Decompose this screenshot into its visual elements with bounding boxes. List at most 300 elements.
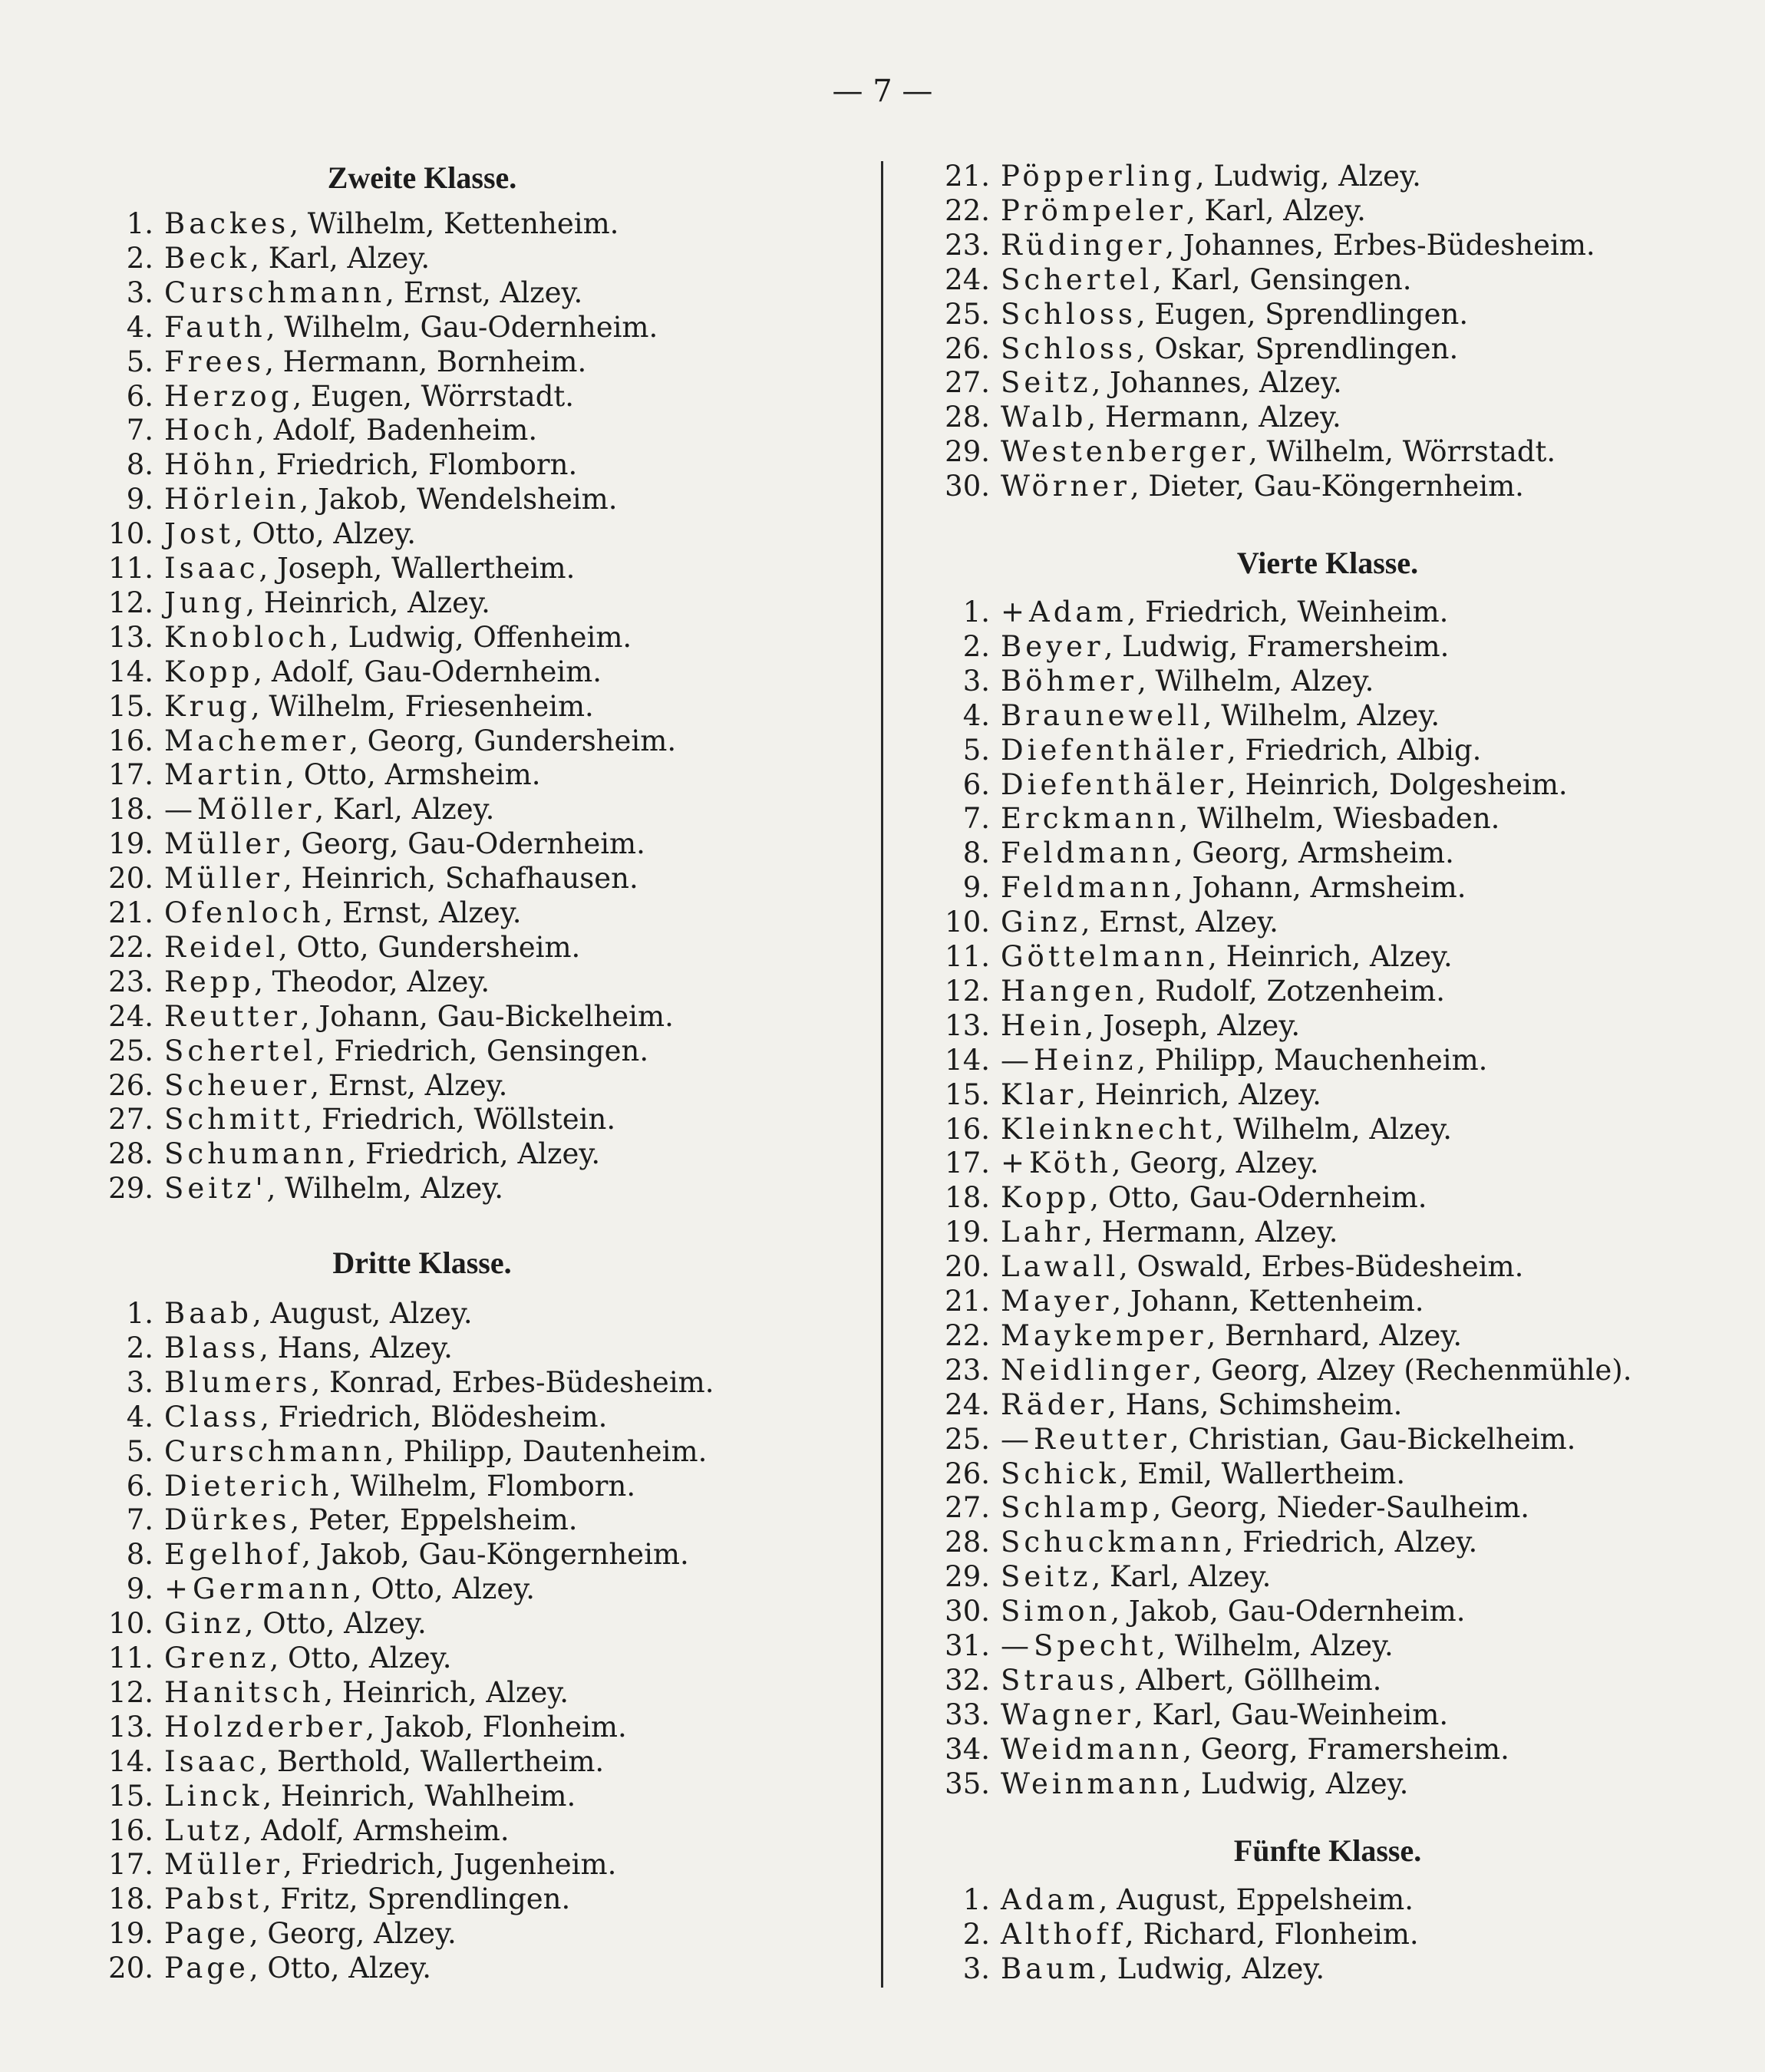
entry-details: , Karl, Gau-Weinheim. (1133, 1698, 1449, 1731)
entry-details: , Albert, Göllheim. (1117, 1663, 1382, 1697)
entry-surname: Schlamp (1001, 1491, 1153, 1525)
entry-number: 2. (126, 241, 153, 275)
vierte-klasse-entry (929, 975, 1445, 1008)
entry-number: 21. (945, 1285, 990, 1318)
entry-number: 13. (945, 1008, 990, 1042)
entry-surname: Repp (164, 965, 255, 998)
entry-number: 28. (945, 1526, 990, 1559)
entry-details: , Ludwig, Offenheim. (330, 620, 632, 654)
entry-number: 24. (945, 1387, 990, 1421)
entry-number: 15. (108, 689, 153, 723)
entry-details: , Wilhelm, Wörrstadt. (1249, 435, 1556, 469)
section-heading-dritte-klasse: Dritte Klasse. (332, 1246, 512, 1280)
page-number: — 7 — (832, 74, 933, 109)
entry-details: , Wilhelm, Alzey. (1156, 1629, 1394, 1662)
entry-mark: + (1001, 1147, 1025, 1180)
entry-details: , Georg, Alzey. (1111, 1147, 1319, 1180)
entry-details: , Johann, Gau-Bickelheim. (300, 999, 674, 1033)
entry-number: 5. (126, 345, 153, 378)
entry-number: 21. (945, 160, 990, 193)
dritte-klasse-entry (92, 1882, 570, 1916)
entry-number: 8. (126, 1538, 153, 1572)
entry-surname: Specht (1034, 1629, 1157, 1662)
entry-surname: Heinz (1034, 1043, 1137, 1077)
entry-surname: Hörlein (164, 483, 300, 516)
entry-number: 21. (108, 896, 153, 929)
entry-details: , Karl, Alzey. (1091, 1560, 1272, 1594)
entry-number: 7. (962, 802, 990, 836)
vierte-klasse-entry (929, 699, 1440, 733)
entry-details: , Otto, Alzey. (244, 1607, 427, 1641)
entry-number: 4. (126, 310, 153, 344)
section-heading-vierte-klasse: Vierte Klasse. (1236, 546, 1419, 580)
entry-number: 23. (945, 228, 990, 262)
entry-details: , Friedrich, Alzey. (347, 1137, 601, 1171)
entry-details: , Heinrich, Wahlheim. (262, 1779, 576, 1813)
dritte-klasse-entry (92, 1641, 452, 1675)
entry-surname: Jost (164, 517, 234, 551)
entry-surname: Beck (164, 241, 251, 275)
entry-surname: Seitz (1001, 1560, 1092, 1594)
entry-number: 14. (108, 655, 153, 688)
entry-surname: Diefenthäler (1001, 733, 1227, 767)
zweite-klasse-entry (92, 758, 540, 792)
entry-surname: Diefenthäler (1001, 767, 1227, 801)
entry-details: , Friedrich, Albig. (1227, 733, 1482, 767)
entry-surname: Adam (1029, 596, 1127, 629)
entry-surname: Schertel (164, 1034, 317, 1067)
entry-number: 20. (108, 1952, 153, 1985)
fuenfte-klasse-entry (929, 1883, 1414, 1917)
vierte-klasse-entry (929, 1491, 1529, 1525)
dritte-klasse-entry (92, 1297, 473, 1331)
entry-surname: Isaac (164, 552, 259, 585)
entry-surname: Seitz' (164, 1172, 267, 1206)
zweite-klasse-entry (92, 1103, 615, 1137)
entry-surname: Reutter (164, 999, 301, 1033)
entry-details: , Oswald, Erbes-Büdesheim. (1119, 1250, 1524, 1284)
entry-surname: Erckmann (1001, 802, 1179, 836)
entry-number: 6. (126, 1469, 153, 1503)
zweite-klasse-entry (92, 207, 619, 241)
vierte-klasse-entry (929, 1181, 1427, 1215)
zweite-klasse-entry (92, 690, 594, 724)
entry-details: , Eugen, Sprendlingen. (1136, 297, 1469, 331)
entry-number: 35. (945, 1767, 990, 1800)
vierte-klasse-entry (929, 1078, 1321, 1112)
entry-details: , Friedrich, Gensingen. (316, 1034, 649, 1067)
entry-number: 29. (945, 435, 990, 469)
vierte-klasse-entry (929, 1044, 1487, 1077)
entry-surname: Ginz (1001, 906, 1081, 939)
entry-number: 27. (945, 366, 990, 400)
entry-details: , Joseph, Wallertheim. (259, 552, 576, 585)
entry-surname: Westenberger (1001, 435, 1249, 469)
entry-details: , Georg, Nieder-Saulheim. (1152, 1491, 1530, 1525)
entry-surname: Feldmann (1001, 836, 1174, 870)
dritte-klasse-entry (929, 366, 1342, 400)
entry-number: 3. (962, 664, 990, 698)
entry-number: 2. (962, 629, 990, 663)
entry-surname: Beyer (1001, 629, 1104, 663)
entry-details: , Jakob, Flonheim. (365, 1710, 627, 1744)
entry-details: , Friedrich, Weinheim. (1127, 596, 1449, 629)
zweite-klasse-entry (92, 655, 602, 689)
entry-surname: Weinmann (1001, 1767, 1183, 1800)
entry-details: , Heinrich, Schafhausen. (282, 862, 638, 896)
vierte-klasse-entry (929, 871, 1466, 905)
entry-surname: Germann (193, 1572, 353, 1606)
dritte-klasse-entry (92, 1848, 616, 1882)
entry-details: , Karl, Alzey. (1186, 193, 1366, 227)
vierte-klasse-entry (929, 1457, 1405, 1491)
entry-details: , Heinrich, Alzey. (1208, 940, 1453, 973)
entry-details: , Karl, Alzey. (250, 241, 431, 275)
vierte-klasse-entry (929, 1250, 1523, 1284)
zweite-klasse-entry (92, 552, 575, 586)
dritte-klasse-entry (929, 435, 1556, 469)
entry-number: 10. (945, 906, 990, 939)
entry-details: , Heinrich, Alzey. (1077, 1077, 1321, 1111)
entry-details: , Otto, Gau-Odernheim. (1090, 1181, 1427, 1215)
dritte-klasse-entry (92, 1572, 535, 1606)
entry-number: 14. (945, 1043, 990, 1077)
entry-details: , Georg, Alzey. (249, 1917, 457, 1951)
entry-surname: Böhmer (1001, 664, 1137, 698)
entry-number: 3. (126, 1365, 153, 1399)
entry-details: , Richard, Flonheim. (1124, 1917, 1419, 1951)
entry-number: 8. (126, 448, 153, 482)
entry-details: , August, Alzey. (252, 1297, 473, 1330)
entry-number: 22. (945, 193, 990, 227)
entry-details: , Peter, Eppelsheim. (290, 1503, 578, 1537)
entry-details: , Otto, Armsheim. (285, 758, 541, 792)
entry-details: , Otto, Alzey. (249, 1952, 431, 1985)
entry-details: , Wilhelm, Alzey. (1215, 1112, 1453, 1146)
entry-number: 22. (108, 930, 153, 964)
entry-number: 25. (108, 1034, 153, 1067)
dritte-klasse-entry (929, 160, 1421, 193)
entry-surname: Hangen (1001, 974, 1137, 1008)
entry-details: , Wilhelm, Gau-Odernheim. (266, 310, 658, 344)
entry-surname: Backes (164, 207, 290, 240)
entry-details: , Ludwig, Framersheim. (1104, 629, 1450, 663)
entry-surname: Ofenloch (164, 896, 325, 929)
entry-surname: Hein (1001, 1008, 1085, 1042)
entry-details: , Wilhelm, Flomborn. (332, 1469, 636, 1503)
entry-details: , Jakob, Wendelsheim. (299, 483, 618, 516)
zweite-klasse-entry (92, 931, 580, 965)
entry-number: 32. (945, 1663, 990, 1697)
entry-details: , Ernst, Alzey. (1080, 906, 1278, 939)
entry-number: 19. (945, 1216, 990, 1249)
entry-details: , Rudolf, Zotzenheim. (1137, 974, 1445, 1008)
vierte-klasse-entry (929, 836, 1454, 870)
entry-surname: Fauth (164, 310, 266, 344)
entry-surname: Schick (1001, 1457, 1120, 1490)
entry-surname: Baum (1001, 1952, 1100, 1985)
zweite-klasse-entry (92, 827, 645, 861)
entry-surname: Lahr (1001, 1216, 1084, 1249)
entry-details: , Georg, Alzey (Rechenmühle). (1193, 1353, 1632, 1387)
zweite-klasse-entry (92, 1137, 600, 1171)
entry-number: 6. (962, 767, 990, 801)
entry-number: 2. (962, 1917, 990, 1951)
entry-number: 27. (945, 1491, 990, 1525)
entry-surname: Müller (164, 862, 283, 896)
entry-surname: Schmitt (164, 1103, 304, 1137)
dritte-klasse-entry (92, 1366, 714, 1400)
dritte-klasse-entry (92, 1917, 457, 1951)
vierte-klasse-entry (929, 768, 1568, 802)
entry-surname: Braunewell (1001, 698, 1203, 732)
zweite-klasse-entry (92, 724, 676, 758)
entry-number: 17. (945, 1147, 990, 1180)
entry-details: , Georg, Framersheim. (1183, 1732, 1509, 1766)
entry-number: 16. (108, 1813, 153, 1847)
dritte-klasse-entry (92, 1711, 627, 1744)
entry-surname: Curschmann (164, 1434, 386, 1468)
entry-number: 4. (962, 698, 990, 732)
entry-surname: Köth (1029, 1147, 1112, 1180)
entry-surname: Müller (164, 827, 283, 861)
entry-number: 17. (108, 758, 153, 792)
dritte-klasse-entry (92, 1607, 427, 1641)
entry-details: , Friedrich, Wöllstein. (303, 1103, 616, 1137)
vierte-klasse-entry (929, 1113, 1452, 1147)
entry-number: 26. (945, 332, 990, 365)
entry-surname: Klar (1001, 1077, 1077, 1111)
entry-number: 31. (945, 1629, 990, 1662)
entry-surname: Ginz (164, 1607, 245, 1641)
entry-surname: Machemer (164, 724, 350, 757)
entry-number: 34. (945, 1732, 990, 1766)
entry-number: 13. (108, 1710, 153, 1744)
vierte-klasse-entry (929, 596, 1448, 629)
zweite-klasse-entry (92, 862, 638, 896)
zweite-klasse-entry (92, 793, 494, 826)
entry-details: , Karl, Alzey. (315, 793, 495, 826)
entry-surname: Räder (1001, 1387, 1108, 1421)
entry-number: 28. (108, 1137, 153, 1171)
entry-number: 12. (108, 586, 153, 619)
entry-details: , Johann, Kettenheim. (1112, 1285, 1424, 1318)
entry-surname: Krug (164, 689, 251, 723)
entry-number: 20. (108, 862, 153, 896)
entry-number: 20. (945, 1250, 990, 1284)
entry-surname: Adam (1001, 1883, 1099, 1916)
entry-surname: Frees (164, 345, 266, 378)
entry-number: 5. (962, 733, 990, 767)
entry-number: 9. (126, 1572, 153, 1606)
entry-number: 2. (126, 1331, 153, 1364)
entry-surname: Schuckmann (1001, 1526, 1225, 1559)
entry-surname: Page (164, 1917, 249, 1951)
entry-surname: Blass (164, 1331, 260, 1364)
entry-details: , Otto, Alzey. (233, 517, 417, 551)
vierte-klasse-entry (929, 1009, 1300, 1043)
dritte-klasse-entry (929, 229, 1595, 262)
entry-details: , Heinrich, Alzey. (324, 1675, 569, 1709)
vierte-klasse-entry (929, 1629, 1394, 1663)
entry-number: 11. (108, 552, 153, 585)
entry-number: 11. (945, 940, 990, 973)
entry-surname: Wagner (1001, 1698, 1134, 1731)
dritte-klasse-entry (92, 1538, 689, 1572)
vierte-klasse-entry (929, 1595, 1465, 1628)
entry-details: , Hans, Schimsheim. (1107, 1387, 1403, 1421)
zweite-klasse-entry (92, 483, 618, 516)
entry-details: , Hermann, Alzey. (1084, 1216, 1338, 1249)
entry-details: , Heinrich, Alzey. (246, 586, 490, 619)
entry-surname: Blumers (164, 1365, 312, 1399)
entry-details: , Ernst, Alzey. (310, 1068, 508, 1102)
entry-number: 18. (108, 793, 153, 826)
entry-details: , Adolf, Badenheim. (256, 414, 538, 447)
entry-details: , Otto, Alzey. (352, 1572, 536, 1606)
entry-surname: Herzog (164, 379, 293, 413)
entry-number: 18. (108, 1882, 153, 1916)
entry-mark: — (1001, 1629, 1029, 1662)
entry-surname: Pabst (164, 1882, 262, 1916)
entry-surname: Althoff (1001, 1917, 1125, 1951)
entry-number: 3. (962, 1952, 990, 1985)
entry-details: , Karl, Gensingen. (1153, 262, 1412, 296)
dritte-klasse-entry (92, 1814, 510, 1848)
entry-details: , Heinrich, Dolgesheim. (1227, 767, 1568, 801)
entry-details: , Friedrich, Alzey. (1224, 1526, 1478, 1559)
entry-number: 9. (962, 871, 990, 905)
vierte-klasse-entry (929, 1560, 1271, 1594)
entry-surname: Lawall (1001, 1250, 1120, 1284)
entry-details: , Otto, Gundersheim. (279, 930, 581, 964)
dritte-klasse-entry (929, 401, 1341, 434)
entry-number: 7. (126, 1503, 153, 1537)
entry-number: 12. (108, 1675, 153, 1709)
entry-details: , Ludwig, Alzey. (1183, 1767, 1409, 1800)
zweite-klasse-entry (92, 1172, 503, 1206)
entry-number: 7. (126, 414, 153, 447)
entry-number: 10. (108, 1607, 153, 1641)
zweite-klasse-entry (92, 242, 430, 275)
entry-number: 10. (108, 517, 153, 551)
entry-surname: Reutter (1034, 1422, 1170, 1456)
entry-surname: Egelhof (164, 1538, 302, 1572)
vierte-klasse-entry (929, 630, 1449, 664)
zweite-klasse-entry (92, 448, 577, 482)
entry-surname: Martin (164, 758, 286, 792)
entry-surname: Maykemper (1001, 1318, 1207, 1352)
entry-number: 19. (108, 1917, 153, 1951)
vierte-klasse-entry (929, 1423, 1575, 1457)
entry-number: 27. (108, 1103, 153, 1137)
entry-details: , Georg, Armsheim. (1173, 836, 1454, 870)
entry-number: 22. (945, 1318, 990, 1352)
entry-number: 1. (962, 596, 990, 629)
dritte-klasse-entry (929, 332, 1458, 366)
entry-surname: Feldmann (1001, 871, 1174, 905)
entry-number: 30. (945, 1595, 990, 1628)
vierte-klasse-entry (929, 1526, 1477, 1559)
entry-details: , Konrad, Erbes-Büdesheim. (311, 1365, 714, 1399)
column-divider (881, 161, 883, 1988)
dritte-klasse-entry (92, 1401, 607, 1434)
entry-surname: Kopp (1001, 1181, 1090, 1215)
entry-number: 3. (126, 275, 153, 309)
entry-surname: Prömpeler (1001, 193, 1186, 227)
entry-number: 1. (126, 207, 153, 240)
entry-details: , Ernst, Alzey. (385, 275, 583, 309)
fuenfte-klasse-entry (929, 1952, 1325, 1986)
zweite-klasse-entry (92, 1069, 507, 1103)
fuenfte-klasse-entry (929, 1918, 1419, 1952)
dritte-klasse-entry (92, 1952, 431, 1985)
entry-details: , Jakob, Gau-Odernheim. (1110, 1595, 1466, 1628)
dritte-klasse-entry (92, 1331, 453, 1365)
vierte-klasse-entry (929, 1319, 1462, 1353)
dritte-klasse-entry (92, 1470, 635, 1503)
entry-details: , Georg, Gundersheim. (349, 724, 677, 757)
entry-surname: Rüdinger (1001, 228, 1166, 262)
entry-number: 16. (108, 724, 153, 757)
entry-surname: Pöpperling (1001, 160, 1196, 193)
zweite-klasse-entry (92, 414, 537, 447)
entry-number: 28. (945, 401, 990, 434)
vierte-klasse-entry (929, 1388, 1402, 1422)
vierte-klasse-entry (929, 1664, 1381, 1698)
vierte-klasse-entry (929, 734, 1481, 767)
entry-number: 15. (945, 1077, 990, 1111)
entry-surname: Walb (1001, 401, 1087, 434)
dritte-klasse-entry (92, 1780, 576, 1813)
entry-number: 23. (108, 965, 153, 998)
entry-details: , Bernhard, Alzey. (1206, 1318, 1463, 1352)
vierte-klasse-entry (929, 1354, 1631, 1387)
entry-details: , Wilhelm, Wiesbaden. (1179, 802, 1500, 836)
entry-details: , Christian, Gau-Bickelheim. (1170, 1422, 1576, 1456)
entry-mark: + (164, 1572, 189, 1606)
entry-details: , Friedrich, Jugenheim. (282, 1848, 617, 1882)
dritte-klasse-entry (929, 194, 1366, 228)
entry-details: , Wilhelm, Kettenheim. (289, 207, 619, 240)
zweite-klasse-entry (92, 965, 490, 999)
entry-surname: Class (164, 1400, 261, 1434)
dritte-klasse-entry (92, 1676, 569, 1710)
entry-number: 26. (108, 1068, 153, 1102)
vierte-klasse-entry (929, 1147, 1318, 1180)
entry-surname: Weidmann (1001, 1732, 1183, 1766)
zweite-klasse-entry (92, 380, 574, 414)
entry-surname: Linck (164, 1779, 263, 1813)
entry-surname: Höhn (164, 448, 259, 482)
entry-number: 25. (945, 297, 990, 331)
entry-details: , Ernst, Alzey. (324, 896, 522, 929)
dritte-klasse-entry (92, 1503, 578, 1537)
entry-surname: Lutz (164, 1813, 243, 1847)
entry-surname: Knobloch (164, 620, 331, 654)
entry-surname: Isaac (164, 1744, 259, 1778)
zweite-klasse-entry (92, 896, 522, 930)
dritte-klasse-entry (929, 298, 1468, 332)
entry-number: 17. (108, 1848, 153, 1882)
entry-number: 30. (945, 470, 990, 503)
entry-details: , Wilhelm, Alzey. (266, 1172, 504, 1206)
entry-details: , Wilhelm, Alzey. (1203, 698, 1440, 732)
entry-surname: Holzderber (164, 1710, 366, 1744)
entry-details: , Philipp, Mauchenheim. (1137, 1043, 1488, 1077)
dritte-klasse-entry (92, 1745, 604, 1779)
entry-details: , Fritz, Sprendlingen. (262, 1882, 571, 1916)
